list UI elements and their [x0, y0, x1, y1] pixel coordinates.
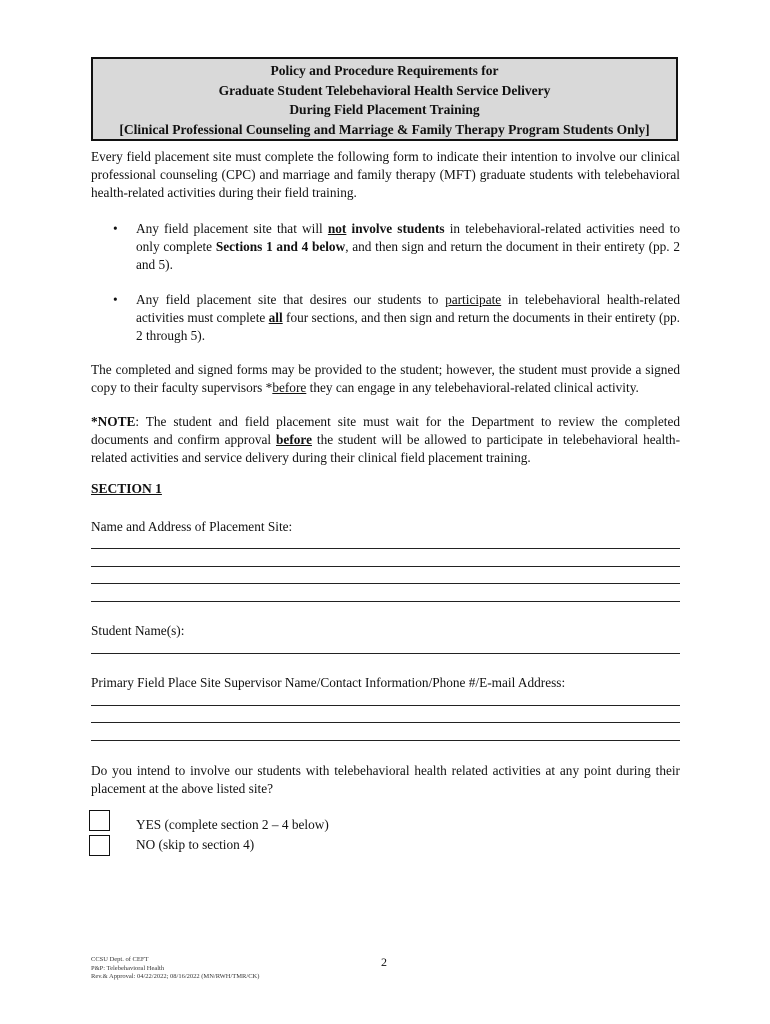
bullet-item-participate	[113, 291, 680, 345]
section-1-heading: SECTION 1	[91, 481, 162, 496]
page-number: 2	[381, 955, 387, 969]
bullet-text: Any field placement site that will not involve students in telebehavioral-related activities need to only complete Sections 1 and 4 below, and then sign and return the document in their entirety (pp. 2 and 5).	[136, 221, 680, 272]
bullet-dot: •	[113, 292, 118, 307]
title-box	[91, 57, 678, 141]
supervisor-info-line-3[interactable]	[91, 740, 680, 741]
footer-line-1: CCSU Dept. of CEFT	[91, 956, 149, 963]
supervisor-info-line-1[interactable]	[91, 705, 680, 706]
supervisor-info-label: Primary Field Place Site Supervisor Name/Contact Information/Phone #/E-mail Address:	[91, 675, 566, 690]
note-paragraph: *NOTE: The student and field placement site must wait for the Department to review the completed documents and confirm approval before the student will be allowed to participate in telebehavioral health-related activities and service delivery during their clinical field placement training.	[91, 414, 680, 465]
supervisor-info-line-2[interactable]	[91, 722, 680, 723]
bullet-text: Any field placement site that desires our students to participate in telebehavioral health-related activities must complete all four sections, and then sign and return the documents in their entirety (pp. 2 through 5).	[136, 292, 680, 343]
footer-line-3: Rev.& Approval: 04/22/2022; 08/16/2022 (MN/RWH/TMR/CK)	[91, 973, 260, 980]
title-line-2: Graduate Student Telebehavioral Health Service Delivery	[218, 82, 551, 98]
footer-line-2: P&P: Telebehavioral Health	[91, 964, 165, 972]
intro-paragraph: Every field placement site must complete the following form to indicate their intention to involve our clinical professional counseling (CPC) and marriage and family therapy (MFT) graduate students with telebehavioral health-related activities during their field training.	[91, 149, 680, 200]
placement-site-line-3[interactable]	[91, 583, 680, 584]
title-line-4: [Clinical Professional Counseling and Marriage & Family Therapy Program Students Only]	[119, 121, 650, 137]
bullet-dot: •	[113, 221, 118, 236]
title-line-3: During Field Placement Training	[289, 102, 480, 117]
placement-site-line-4[interactable]	[91, 601, 680, 602]
yes-option-label: YES (complete section 2 – 4 below)	[136, 817, 329, 832]
placement-site-line-2[interactable]	[91, 566, 680, 567]
no-checkbox[interactable]	[89, 835, 110, 856]
yes-checkbox[interactable]	[89, 810, 110, 831]
placement-site-line-1[interactable]	[91, 548, 680, 549]
no-option-label: NO (skip to section 4)	[136, 837, 255, 852]
bullet-item-no-involvement	[113, 220, 680, 274]
title-line-1: Policy and Procedure Requirements for	[270, 63, 499, 78]
student-name-label: Student Name(s):	[91, 623, 185, 638]
completed-forms-paragraph: The completed and signed forms may be provided to the student; however, the student must provide a signed copy to their faculty supervisors *before they can engage in any telebehavioral-related clinical activity.	[91, 362, 680, 395]
student-name-line[interactable]	[91, 653, 680, 654]
footer	[91, 956, 259, 982]
placement-site-label: Name and Address of Placement Site:	[91, 519, 293, 534]
telebehavioral-question: Do you intend to involve our students with telebehavioral health related activities at any point during their placement at the above listed site?	[91, 763, 680, 796]
